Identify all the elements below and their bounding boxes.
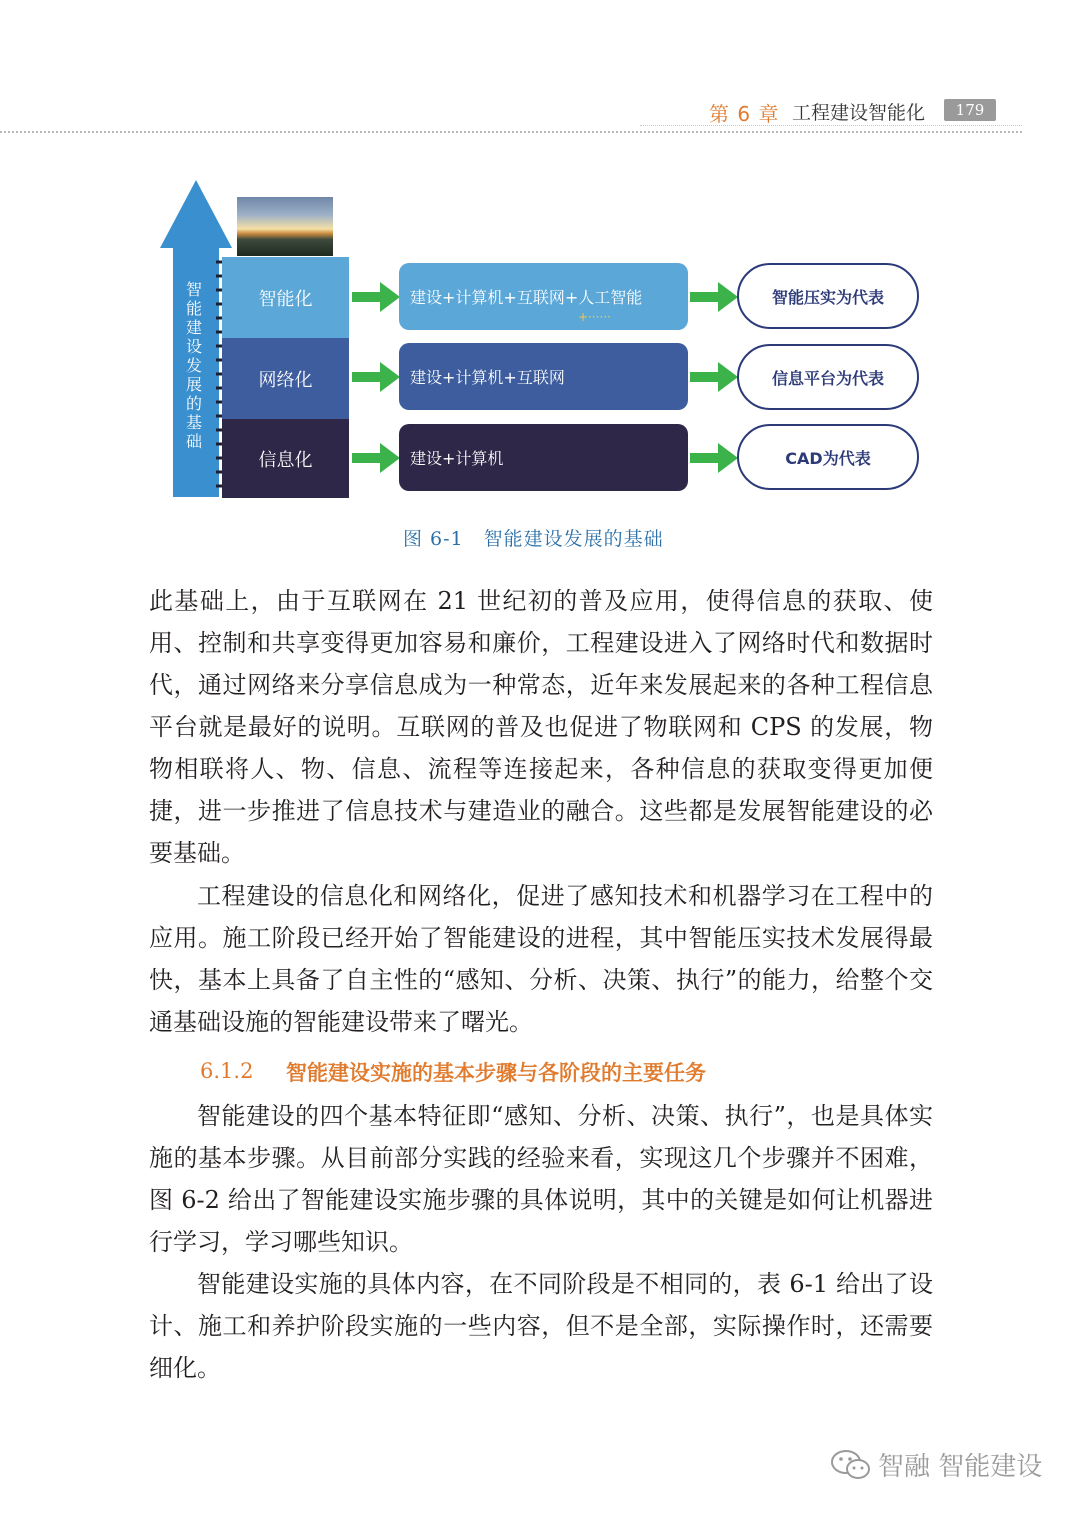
page-number: 179 xyxy=(944,99,996,121)
result-oval-informatized xyxy=(737,424,919,490)
vertical-label: 智能建设发展的基础 xyxy=(185,280,202,451)
figure-6-1 xyxy=(0,0,1080,560)
sunrise-photo xyxy=(237,197,333,256)
process-text: 建设+计算机+互联网 xyxy=(410,368,565,387)
process-text: 建设+计算机 xyxy=(410,449,504,468)
paragraph-4: 智能建设实施的具体内容，在不同阶段是不相同的，表 6-1 给出了设计、施工和养护阶段实施的一些内容，但不是全部，实际操作时，还需要细化。 xyxy=(149,1270,933,1382)
figure-caption: 图 6-1 智能建设发展的基础 xyxy=(403,528,664,550)
level-label: 智能化 xyxy=(258,288,313,310)
section-title: 智能建设实施的基本步骤与各阶段的主要任务 xyxy=(286,1061,706,1085)
right-arrow-icon xyxy=(690,362,738,392)
process-text: 建设+计算机+互联网+人工智能 xyxy=(410,288,643,307)
chapter-label: 第 6 章 xyxy=(709,102,780,126)
right-arrow-icon xyxy=(352,443,400,473)
right-arrow-icon xyxy=(690,443,738,473)
result-text: 信息平台为代表 xyxy=(771,368,884,388)
level-label: 信息化 xyxy=(258,449,313,471)
level-intelligent xyxy=(222,257,349,338)
watermark xyxy=(830,1446,1042,1483)
level-networked xyxy=(222,338,349,419)
result-oval-intelligent xyxy=(737,263,919,329)
process-box-networked xyxy=(399,343,688,410)
paragraph-1: 此基础上，由于互联网在 21 世纪初的普及应用，使得信息的获取、使用、控制和共享变得更加容易和廉价，工程建设进入了网络时代和数据时代，通过网络来分享信息成为一种常态，近年来发展起来的各种工程信息平台就是最好的说明。互联网的普及也促进了物联网和 CPS 的发展，物物相联将人、物、信息、流程等连接起来，各种信息的获取变得更加便捷，进一步推进了信息技术与建造业的融合。这些都是发展智能建设的必要基础。 xyxy=(149,587,933,867)
result-oval-networked xyxy=(737,344,919,410)
level-informatized xyxy=(222,419,349,498)
wechat-icon xyxy=(830,1448,872,1482)
process-box-intelligent xyxy=(399,263,688,330)
right-arrow-icon xyxy=(352,362,400,392)
chapter-title: 工程建设智能化 xyxy=(792,102,926,124)
result-text: CAD为代表 xyxy=(785,448,871,468)
right-arrow-icon xyxy=(690,282,738,312)
paragraph-2: 工程建设的信息化和网络化，促进了感知技术和机器学习在工程中的应用。施工阶段已经开始了智能建设的进程，其中智能压实技术发展得最快，基本上具备了自主性的“感知、分析、决策、执行”的能力，给整个交通基础设施的智能建设带来了曙光。 xyxy=(149,882,933,1036)
watermark-text: 智融 智能建设 xyxy=(878,1452,1043,1482)
section-number: 6.1.2 xyxy=(200,1059,254,1083)
process-extra: +······ xyxy=(578,310,611,324)
level-label: 网络化 xyxy=(258,369,313,391)
right-arrow-icon xyxy=(352,282,400,312)
process-box-informatized xyxy=(399,424,688,491)
paragraph-3: 智能建设的四个基本特征即“感知、分析、决策、执行”，也是具体实施的基本步骤。从目前部分实践的经验来看，实现这几个步骤并不困难，图 6-2 给出了智能建设实施步骤的具体说明，其中的关键是如何让机器进行学习，学习哪些知识。 xyxy=(149,1102,933,1256)
result-text: 智能压实为代表 xyxy=(771,287,884,307)
